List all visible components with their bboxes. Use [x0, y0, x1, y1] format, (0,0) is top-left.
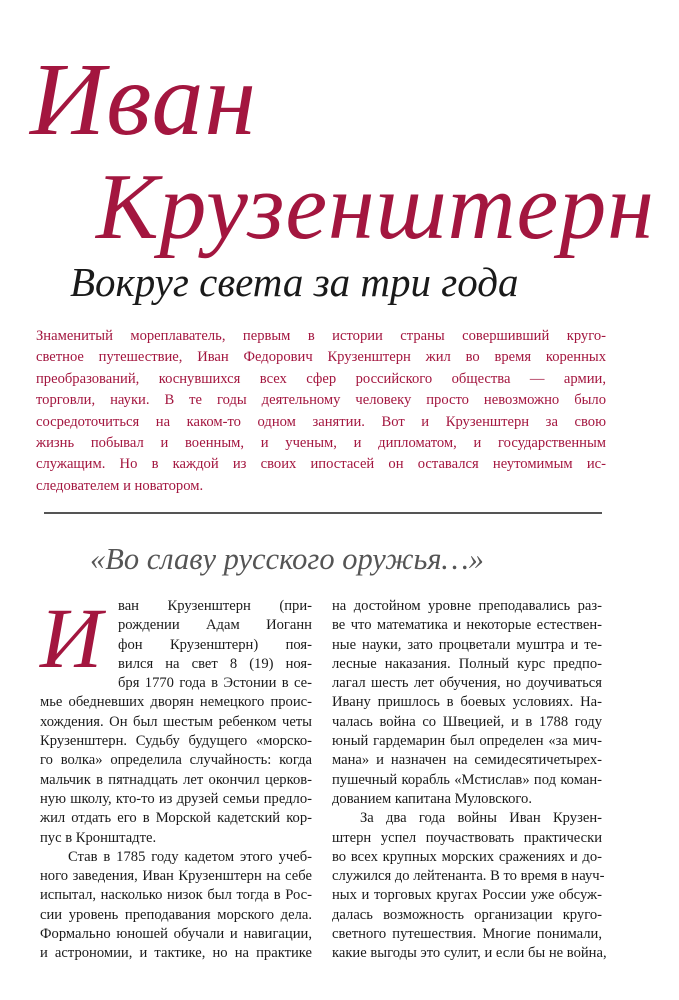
title-last-name: Крузенштерн: [96, 155, 655, 259]
text-line: ве что математика и некоторые естествен-: [332, 617, 602, 634]
lead-line: жизнь побывал и военным, и ученым, и дипломатом, и государственным: [36, 435, 606, 452]
text-line: во всех крупных морских сражениях и до-: [332, 848, 602, 865]
text-line: пус в Кронштадте.: [40, 829, 157, 846]
text-line: мана» и назначен на семидесятичетырех-: [332, 752, 602, 769]
lead-line: светное путешествие, Иван Федорович Крузенштерн жил во время коренных: [36, 349, 606, 366]
drop-cap: И: [40, 590, 103, 686]
text-line: Формально юношей обучали и навигации,: [40, 926, 312, 943]
text-line: рождении Адам Иоганн: [118, 617, 312, 634]
text-line: штерн успел поучаствовать практически: [332, 829, 602, 846]
section-title: «Во славу русского оружья…»: [90, 542, 484, 576]
text-line: вился на свет 8 (19) ноя-: [118, 655, 312, 672]
text-line: хождения. Он был шестым ребенком четы: [40, 713, 312, 730]
text-line: на достойном уровне преподавались раз-: [332, 598, 602, 614]
text-line: Ивану пришлось в боевых условиях. На-: [332, 694, 602, 711]
text-line: дованием капитана Муловского.: [332, 790, 532, 807]
lead-line: служащим. Но в каждой из своих ипостасей он оставался неутомимым ис-: [36, 456, 606, 473]
text-line: Крузенштерн. Судьбу будущего «морско-: [40, 733, 312, 750]
lead-line: сосредоточиться на каком-то одном занятии. Вот и Крузенштерн за свою: [36, 413, 606, 430]
text-line: далась возможность организации круго-: [332, 906, 602, 923]
text-line: фон Крузенштерн) поя-: [118, 636, 312, 653]
lead-line: Знаменитый мореплаватель, первым в истории страны совершивший круго-: [36, 328, 606, 344]
text-line: пушечный корабль «Мстислав» под коман-: [332, 771, 602, 788]
text-line: какие выгоды это сулит, и если бы не война,: [332, 945, 607, 962]
text-line: ван Крузенштерн (при-: [118, 598, 312, 614]
text-line: мальчик в пятнадцать лет окончил церков-: [40, 771, 312, 788]
text-line: испытал, насколько низок был тогда в Рос-: [40, 887, 312, 904]
text-line: ные науки, зато процветали муштра и те-: [332, 636, 602, 653]
text-line: жил отдать его в Морской кадетский кор-: [40, 810, 312, 827]
text-line: лесные наказания. Полный курс предпо-: [332, 655, 602, 672]
text-line: За два года войны Иван Крузен-: [360, 810, 602, 827]
text-line: чалась война со Швецией, и в 1788 году: [332, 713, 602, 730]
lead-line: преобразований, коснувшихся всех сфер российского общества — армии,: [36, 370, 606, 387]
text-line: лагал шесть лет обучения, но доучиваться: [332, 675, 602, 692]
text-line: мье обедневших дворян немецкого проис-: [40, 694, 312, 711]
title-first-name: Иван: [30, 42, 258, 157]
lead-paragraph: [36, 326, 606, 497]
section-divider: [44, 512, 602, 514]
text-line: Став в 1785 году кадетом этого учеб-: [68, 848, 312, 865]
text-line: ных и торговых кругах России уже обсуж-: [332, 887, 602, 904]
lead-line: торговли, науки. В те годы деятельному человеку просто невозможно было: [36, 392, 606, 409]
text-line: ную школу, кто-то из друзей семьи предло-: [40, 790, 312, 807]
text-line: и астрономии, и тактике, но на практике: [40, 945, 312, 962]
text-line: светного путешествия. Многие понимали,: [332, 926, 602, 943]
text-line: служился до лейтенанта. В то время в науч-: [332, 868, 605, 885]
text-line: ного заведения, Иван Крузенштерн на себе: [40, 868, 312, 885]
text-line: бря 1770 года в Эстонии в се-: [118, 675, 312, 692]
lead-line: следователем и новатором.: [36, 477, 204, 494]
left-column: [40, 590, 312, 964]
text-line: сии уровень преподавания морского дела.: [40, 906, 312, 923]
text-line: го волка» определила случайность: когда: [40, 752, 312, 769]
right-column: [332, 597, 607, 964]
text-line: юный гардемарин был определен «за мич-: [332, 733, 602, 750]
subtitle: Вокруг света за три года: [70, 259, 519, 305]
